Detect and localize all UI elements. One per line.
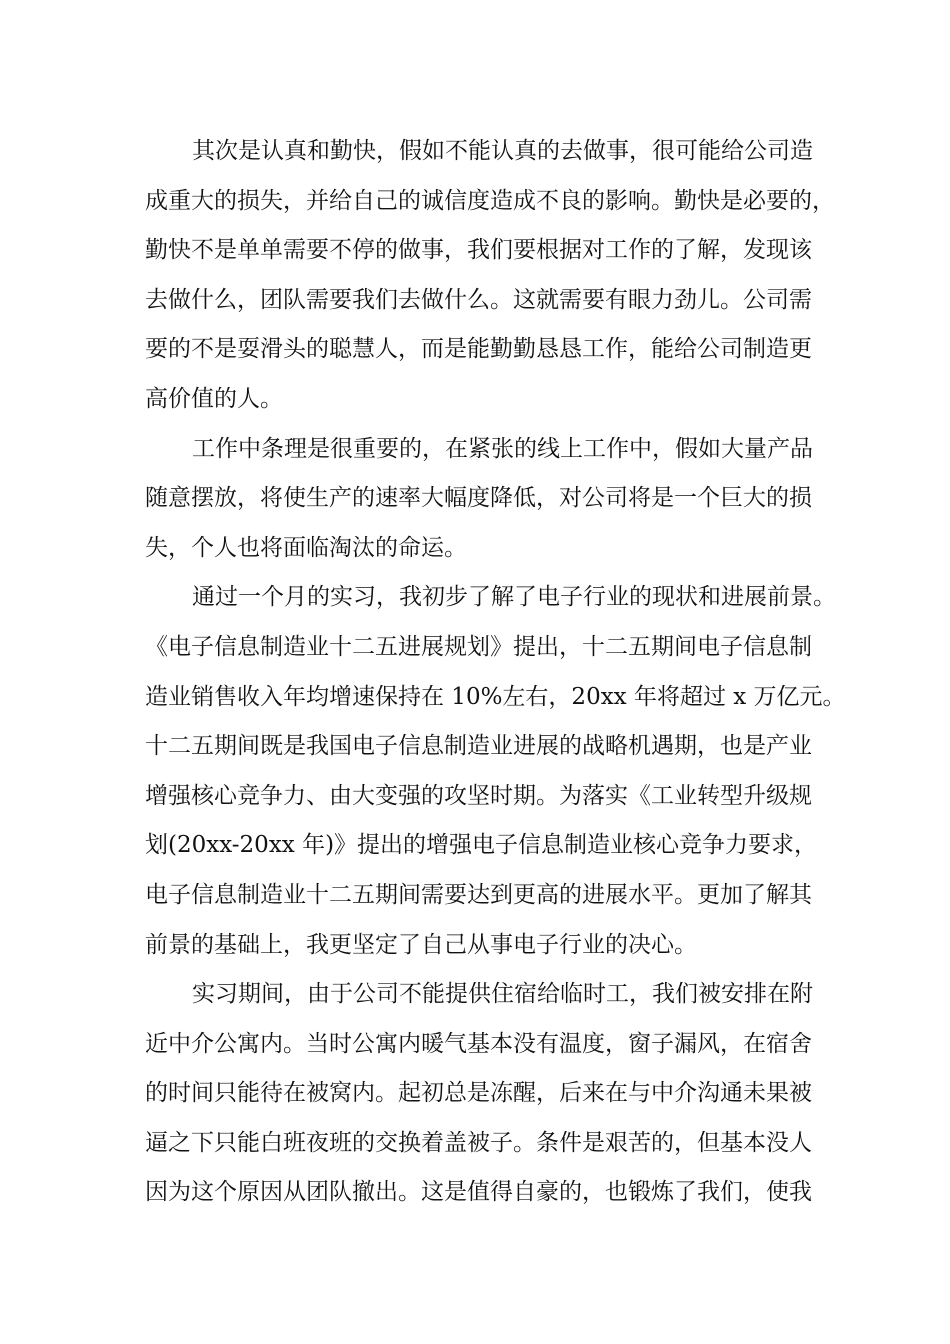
paragraph-line: 因为这个原因从团队撤出。这是值得自豪的，也锻炼了我们，使我 [145,1179,812,1206]
paragraph-line: 其次是认真和勤快，假如不能认真的去做事，很可能给公司造 [192,138,813,164]
paragraph-line: 勤快不是单单需要不停的做事，我们要根据对工作的了解，发现该 [145,237,812,264]
paragraph-line: 工作中条理是很重要的，在紧张的线上工作中，假如大量产品 [192,435,813,462]
paragraph-line: 十二五期间既是我国电子信息制造业进展的战略机遇期，也是产业 [145,733,812,760]
paragraph-line: 前景的基础上，我更坚定了自己从事电子行业的决心。 [145,931,697,958]
paragraph-line: 逼之下只能白班夜班的交换着盖被子。条件是艰苦的，但基本没人 [145,1129,812,1156]
paragraph-line: 随意摆放，将使生产的速率大幅度降低，对公司将是一个巨大的损 [145,485,812,512]
paragraph-line: 近中介公寓内。当时公寓内暖气基本没有温度，窗子漏风，在宿舍 [145,1030,812,1057]
paragraph-line: 的时间只能待在被窝内。起初总是冻醒，后来在与中介沟通未果被 [145,1080,812,1107]
paragraph-line: 失，个人也将面临淘汰的命运。 [145,534,467,561]
paragraph-line: 增强核心竞争力、由大变强的攻坚时期。为落实《工业转型升级规 [145,782,812,809]
paragraph-line: 通过一个月的实习，我初步了解了电子行业的现状和进展前景。 [192,584,836,611]
paragraph-line: 要的不是耍滑头的聪慧人，而是能勤勤恳恳工作，能给公司制造更 [145,336,812,363]
paragraph-line: 电子信息制造业十二五期间需要达到更高的进展水平。更加了解其 [145,881,812,908]
document-page [145,127,846,1218]
paragraph-line: 划(20xx-20xx 年)》提出的增强电子信息制造业核心竞争力要求， [145,832,818,859]
paragraph-line: 高价值的人。 [145,385,283,412]
paragraph-line: 造业销售收入年均增速保持在 10%左右，20xx 年将超过 x 万亿元。 [145,683,846,710]
paragraph-line: 实习期间，由于公司不能提供住宿给临时工，我们被安排在附 [192,981,813,1008]
paragraph-line: 《电子信息制造业十二五进展规划》提出，十二五期间电子信息制 [145,633,812,660]
paragraph-line: 成重大的损失，并给自己的诚信度造成不良的影响。勤快是必要的， [145,187,835,214]
paragraph-line: 去做什么，团队需要我们去做什么。这就需要有眼力劲儿。公司需 [145,286,812,313]
